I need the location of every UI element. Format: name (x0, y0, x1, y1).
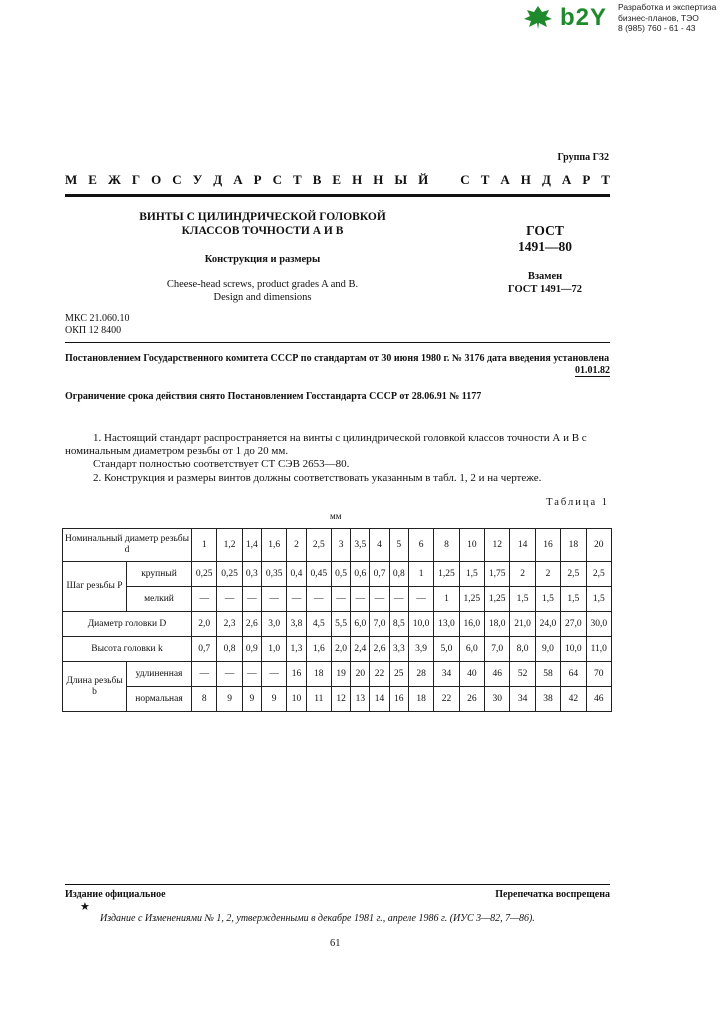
table-cell: 34 (434, 662, 459, 687)
table-cell: 0,3 (242, 562, 261, 587)
unit-label: мм (330, 511, 342, 521)
table-cell: — (217, 662, 242, 687)
edition-label: Издание официальное (65, 889, 166, 900)
banner-letter: Н (520, 172, 531, 187)
row-sublabel: мелкий (127, 587, 192, 612)
table-cell: 19 (331, 662, 350, 687)
table-cell: 2,0 (192, 612, 217, 637)
table-row (63, 587, 612, 612)
table-cell: 1,25 (485, 587, 510, 612)
banner-letter: Т (480, 172, 490, 187)
title-line: ВИНТЫ С ЦИЛИНДРИЧЕСКОЙ ГОЛОВКОЙ (139, 211, 386, 223)
table-cell: 28 (408, 662, 433, 687)
replaces-label: Взамен (527, 271, 563, 282)
table-cell: 4,5 (306, 612, 331, 637)
paragraph-3: 2. Конструкция и размеры винтов должны соответствовать указанным в табл. 1, 2 и на чертеже. (93, 472, 542, 484)
banner-letter: С (272, 172, 282, 187)
table-cell: 30,0 (586, 612, 611, 637)
table-cell: 0,6 (351, 562, 370, 587)
table-cell: 2,0 (331, 637, 350, 662)
table-cell: — (242, 587, 261, 612)
table-cell: 5,5 (331, 612, 350, 637)
table-cell: 5 (389, 529, 408, 562)
table-cell: 30 (485, 687, 510, 712)
table-cell: 13 (351, 687, 370, 712)
star-icon: ★ (80, 901, 90, 913)
table-cell: 46 (485, 662, 510, 687)
table-cell: 18 (408, 687, 433, 712)
brand-logo-text: b2Y (560, 4, 608, 31)
table-cell: 24,0 (535, 612, 560, 637)
ad-line: Разработка и экспертиза (618, 2, 717, 12)
gost-number (480, 223, 610, 255)
table-cell: 1,4 (242, 529, 261, 562)
table-cell: 16,0 (459, 612, 484, 637)
table-cell: 52 (510, 662, 535, 687)
table-cell: 42 (561, 687, 586, 712)
banner-letter: С (460, 172, 470, 187)
table-cell: 2,6 (370, 637, 389, 662)
table-cell: — (217, 587, 242, 612)
table-cell: 26 (459, 687, 484, 712)
table-cell: 3,8 (287, 612, 306, 637)
table-cell: 1,75 (485, 562, 510, 587)
row-label: Высота головки k (63, 637, 192, 662)
table-cell: 1,6 (261, 529, 286, 562)
table-row (63, 529, 612, 562)
banner-letter: Р (253, 172, 262, 187)
table-cell: 64 (561, 662, 586, 687)
row-label: Длина резьбы b (63, 662, 127, 712)
ad-line: бизнес-планов, ТЭО (618, 12, 699, 23)
table-cell: 1 (192, 529, 217, 562)
document-title (90, 210, 435, 238)
table-cell: 2,6 (242, 612, 261, 637)
divider (65, 194, 610, 197)
table-cell: 11 (306, 687, 331, 712)
table-cell: 22 (434, 687, 459, 712)
table-row (63, 687, 612, 712)
table-cell: 9,0 (535, 637, 560, 662)
table-cell: 27,0 (561, 612, 586, 637)
table-cell: 2,3 (217, 612, 242, 637)
row-label: Номинальный диаметр резьбы d (63, 529, 192, 562)
banner-letter: Р (582, 172, 591, 187)
english-title-line: Cheese-head screws, product grades A and B. (166, 279, 359, 290)
table-cell: — (306, 587, 331, 612)
banner-letter: С (172, 172, 182, 187)
table-cell: 0,35 (261, 562, 286, 587)
banner-letter: Е (332, 172, 342, 187)
limitation-text: Ограничение срока действия снято Постановлением Госстандарта СССР от 28.06.91 № 1177 (65, 391, 482, 402)
ad-phone: 8 (985) 760 - 61 - 43 (618, 23, 696, 33)
table-cell: 9 (217, 687, 242, 712)
table-cell: 3,3 (389, 637, 408, 662)
table-cell: 11,0 (586, 637, 611, 662)
replaces-block (480, 270, 610, 296)
table-cell: 18 (306, 662, 331, 687)
paragraph-1: 1. Настоящий стандарт распространяется на винты с цилиндрической головкой классов точности А и В с номинальным диаметром резьбы от 1 до 20 мм. (65, 432, 587, 457)
row-label: Шаг резьбы P (63, 562, 127, 612)
table-row (63, 562, 612, 587)
table-cell: — (389, 587, 408, 612)
banner-letter (439, 172, 449, 188)
table-cell: 8 (192, 687, 217, 712)
table-row (63, 637, 612, 662)
mks-code: МКС 21.060.10 (65, 313, 130, 324)
banner-letter: Д (213, 172, 223, 187)
table-cell: 22 (370, 662, 389, 687)
banner-letter: А (500, 172, 510, 187)
table-cell: 5,0 (434, 637, 459, 662)
table-cell: 1,2 (217, 529, 242, 562)
banner-letter: У (192, 172, 203, 187)
table-cell: 20 (351, 662, 370, 687)
table-cell: 13,0 (434, 612, 459, 637)
table-cell: 20 (586, 529, 611, 562)
table-cell: — (192, 662, 217, 687)
banner-letter: А (561, 172, 572, 187)
table-cell: 10 (459, 529, 484, 562)
table-cell: 38 (535, 687, 560, 712)
table-cell: 0,4 (287, 562, 306, 587)
divider (65, 884, 610, 885)
table-row (63, 612, 612, 637)
table-cell: 3 (331, 529, 350, 562)
table-cell: 8,0 (510, 637, 535, 662)
table-row (63, 662, 612, 687)
table-cell: 1 (434, 587, 459, 612)
table-cell: 2,5 (306, 529, 331, 562)
row-sublabel: крупный (127, 562, 192, 587)
table-cell: 8,5 (389, 612, 408, 637)
table-cell: 0,25 (217, 562, 242, 587)
reprint-notice: Перепечатка воспрещена (495, 889, 610, 900)
table-cell: 1 (408, 562, 433, 587)
table-cell: 34 (510, 687, 535, 712)
table-cell: 3,5 (351, 529, 370, 562)
table-cell: 4 (370, 529, 389, 562)
table-cell: 2 (510, 562, 535, 587)
table-cell: 1,25 (434, 562, 459, 587)
classification-codes (65, 313, 129, 337)
leaf-logo-icon (523, 5, 553, 29)
table-cell: 18,0 (485, 612, 510, 637)
table-cell: 1,5 (459, 562, 484, 587)
banner-letter: Ы (394, 172, 408, 187)
table-cell: 0,45 (306, 562, 331, 587)
table-cell: — (351, 587, 370, 612)
table-cell: 16 (389, 687, 408, 712)
table-cell: 58 (535, 662, 560, 687)
table-cell: 2 (287, 529, 306, 562)
table-cell: 2 (535, 562, 560, 587)
table-cell: 2,5 (561, 562, 586, 587)
banner-letter: Г (131, 172, 141, 187)
title-line: КЛАССОВ ТОЧНОСТИ А И В (181, 225, 344, 237)
table-cell: 0,9 (242, 637, 261, 662)
paragraph-2: Стандарт полностью соответствует СТ СЭВ 2653—80. (93, 458, 350, 470)
banner-letter: Н (352, 172, 363, 187)
table-cell: 0,5 (331, 562, 350, 587)
table-cell: 10 (287, 687, 306, 712)
table-cell: — (408, 587, 433, 612)
table-cell: — (261, 662, 286, 687)
table-cell: 46 (586, 687, 611, 712)
table-cell: 10,0 (408, 612, 433, 637)
dimensions-table (62, 528, 612, 712)
table-cell: 7,0 (485, 637, 510, 662)
banner-letter: Ж (107, 172, 121, 187)
group-label: Группа Г32 (557, 152, 609, 163)
table-cell: — (192, 587, 217, 612)
banner-letter: А (233, 172, 243, 187)
table-cell: 14 (510, 529, 535, 562)
english-title (90, 278, 435, 304)
table-cell: — (331, 587, 350, 612)
table-cell: 0,8 (217, 637, 242, 662)
english-title-line: Design and dimensions (213, 292, 312, 303)
changes-note: Издание с Изменениями № 1, 2, утвержденными в декабре 1981 г., апреле 1986 г. (ИУС 3—82, 7—86). (100, 913, 535, 924)
banner-letter: Н (373, 172, 384, 187)
table-cell: 1,6 (306, 637, 331, 662)
banner-letter: Т (293, 172, 302, 187)
table-cell: 10,0 (561, 637, 586, 662)
banner-letter: Й (418, 172, 429, 187)
table-cell: 0,8 (389, 562, 408, 587)
table-cell: 1,5 (535, 587, 560, 612)
table-cell: 0,7 (370, 562, 389, 587)
table-cell: 70 (586, 662, 611, 687)
table-cell: 8 (434, 529, 459, 562)
table-cell: 25 (389, 662, 408, 687)
row-sublabel: удлиненная (127, 662, 192, 687)
replaces-code: ГОСТ 1491—72 (508, 284, 582, 295)
banner-letter: М (65, 172, 78, 187)
table-cell: 1,0 (261, 637, 286, 662)
document-subtitle: Конструкция и размеры (204, 254, 321, 265)
banner-letter: В (312, 172, 322, 187)
standard-banner (65, 172, 610, 188)
page-number: 61 (330, 938, 341, 949)
table-cell: 21,0 (510, 612, 535, 637)
table-cell: 2,5 (586, 562, 611, 587)
table-cell: — (242, 662, 261, 687)
table-cell: 7,0 (370, 612, 389, 637)
row-label: Диаметр головки D (63, 612, 192, 637)
effective-date: 01.01.82 (575, 365, 610, 376)
table-cell: 12 (331, 687, 350, 712)
decree-text: Постановлением Государственного комитета СССР по стандартам от 30 июня 1980 г. № 3176 дата введения установлена (65, 353, 610, 364)
banner-letter: Т (601, 172, 610, 187)
table-cell: 6 (408, 529, 433, 562)
table-cell: 1,5 (510, 587, 535, 612)
ad-text (618, 2, 716, 34)
okp-code: ОКП 12 8400 (65, 325, 122, 336)
row-sublabel: нормальная (127, 687, 192, 712)
table-cell: 1,5 (561, 587, 586, 612)
table-cell: 14 (370, 687, 389, 712)
table-cell: 3,9 (408, 637, 433, 662)
table-cell: — (287, 587, 306, 612)
table-cell: 16 (287, 662, 306, 687)
table-cell: 9 (242, 687, 261, 712)
table-cell: — (261, 587, 286, 612)
table-cell: 40 (459, 662, 484, 687)
divider (65, 342, 610, 343)
table-cell: 1,25 (459, 587, 484, 612)
table-cell: 6,0 (351, 612, 370, 637)
table-cell: 1,3 (287, 637, 306, 662)
table-cell: 16 (535, 529, 560, 562)
banner-letter: Е (88, 172, 97, 187)
gost-label: ГОСТ (526, 223, 564, 238)
table-caption: Таблица 1 (546, 497, 609, 508)
table-cell: 3,0 (261, 612, 286, 637)
banner-letter: О (151, 172, 162, 187)
table-cell: 0,25 (192, 562, 217, 587)
table-cell: 12 (485, 529, 510, 562)
gost-code: 1491—80 (518, 239, 572, 254)
table-cell: 9 (261, 687, 286, 712)
table-cell: 0,7 (192, 637, 217, 662)
table-cell: — (370, 587, 389, 612)
banner-letter: Д (541, 172, 551, 187)
table-cell: 6,0 (459, 637, 484, 662)
table-cell: 1,5 (586, 587, 611, 612)
table-cell: 18 (561, 529, 586, 562)
table-cell: 2,4 (351, 637, 370, 662)
